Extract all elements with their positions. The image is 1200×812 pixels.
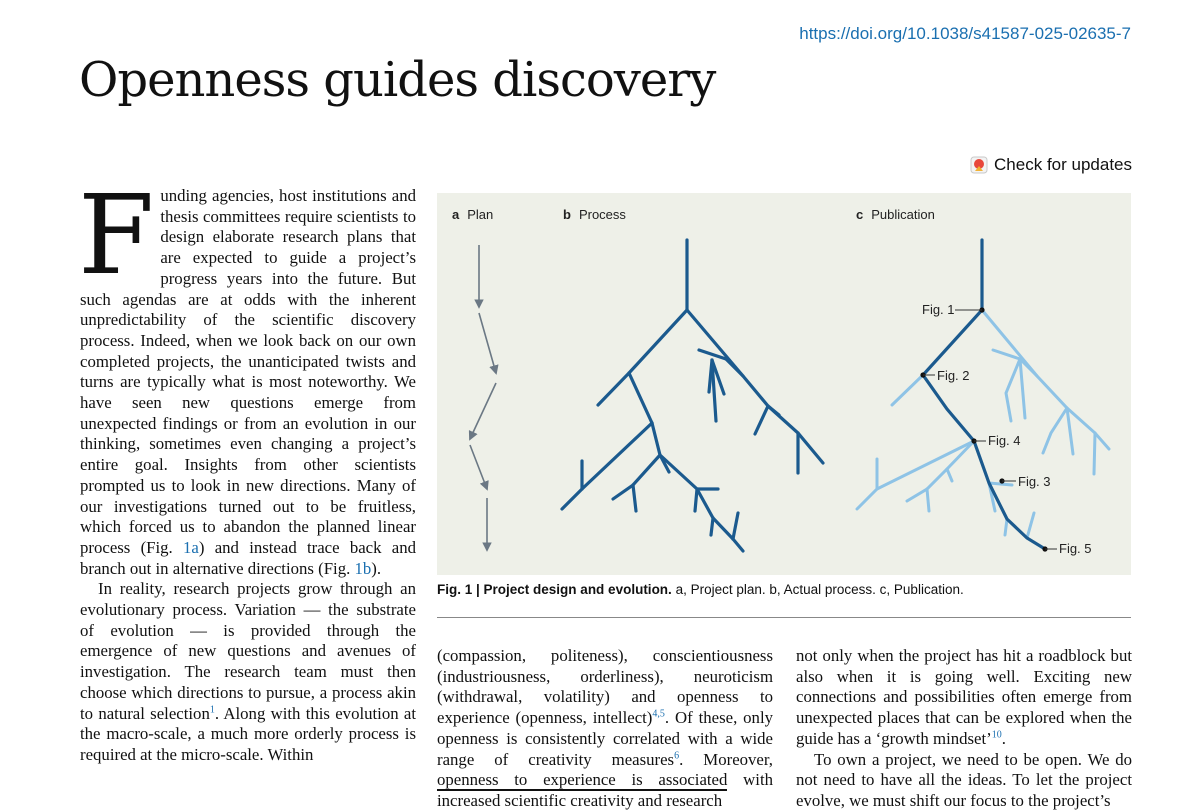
plan-arrow-3 (470, 383, 496, 439)
annotation-fig-3: Fig. 3 (1018, 474, 1051, 489)
paragraph-2 (80, 579, 416, 765)
publication-tree-light (857, 310, 1109, 538)
right-column (796, 646, 1132, 812)
fig-ref-1a[interactable]: 1a (183, 537, 199, 557)
citation-1[interactable]: 1 (209, 703, 215, 715)
plan-arrows (470, 245, 496, 550)
panel-b-label: b Process (563, 207, 626, 222)
mid-text-2: . Of these, only openness is consistently correlated with a wide range of creativity measures (437, 708, 774, 769)
paragraph-1 (78, 171, 416, 579)
doi-link[interactable]: https://doi.org/10.1038/s41587-025-02635-7 (799, 24, 1131, 43)
fig-ref-1b[interactable]: 1b (354, 558, 372, 578)
check-for-updates-button[interactable] (970, 155, 1132, 175)
right-text-1b: . (1001, 728, 1006, 748)
figure-caption (437, 582, 1131, 597)
check-updates-icon (970, 156, 988, 174)
middle-column (437, 646, 773, 812)
p2-text-b: . Along with this evolution at the macro-scale, a much more orderly process is required at the micro-scale. Within (80, 703, 417, 764)
p2-text-a: In reality, research projects grow through an evolutionary process. Variation — the substrate of evolution — is provided through the emergence of new questions and avenues of investigation. The research team must then choose which directions to pursue, a process akin to natural selection (80, 579, 416, 723)
panel-a-label: a Plan (452, 207, 494, 222)
annotation-fig-2: Fig. 2 (937, 368, 970, 383)
citation-6[interactable]: 6 (674, 749, 680, 761)
p1-text-a: unding agencies, host institutions and thesis committees require scientists to design elaborate research plans that are expected to guide a project’s progress years into the future. But such agendas are at odds with the inherent unpredictability of the scientific discovery process. Indeed, when we look back on our own completed projects, the unanticipated twists and turns are typically what is most noteworthy. We have seen new questions emerge from unexpected findings or from an evolution in our thinking, sometimes even changing a project’s entire goal. Insights from other scientists prompted us to look in new directions. Many of our investigations turned out to be fruitless, which forced us to abandon the planned linear process (Fig. (80, 186, 416, 557)
figure-divider (437, 617, 1131, 618)
annotation-fig-5: Fig. 5 (1059, 541, 1092, 556)
right-text-1a: not only when the project has hit a roadblock but also when it is going well. Exciting new connections and possibilities often emerge from unexpected places that can be explored when the guide has a ‘growth mindset’ (796, 646, 1132, 748)
caption-label: Fig. 1 | Project design and evolution. (437, 582, 672, 597)
process-tree (562, 240, 823, 551)
annotation-leaders (923, 310, 1057, 549)
mid-text-1: (compassion, politeness), conscientiousness (industriousness, orderliness), neuroticism (withdrawal, volatility) and openness to experience (openness, intellect) (437, 646, 773, 728)
article-title: Openness guides discovery (79, 52, 716, 108)
plan-arrow-4 (470, 445, 487, 489)
check-updates-label: Check for updates (994, 155, 1132, 174)
citation-4-5[interactable]: 4,5 (652, 708, 665, 720)
citation-10[interactable]: 10 (991, 729, 1002, 741)
p1-text-b: ) and instead trace back and branch out in alternative directions (Fig. (80, 537, 416, 578)
caption-text: a, Project plan. b, Actual process. c, Publication. (671, 582, 964, 597)
figure-1-diagram (437, 193, 1131, 575)
annotation-fig-1: Fig. 1 (922, 302, 955, 317)
publication-path-dark (923, 240, 1045, 549)
annotation-dots (920, 307, 1047, 551)
dropcap: F (78, 171, 155, 299)
panel-c-label: c Publication (856, 207, 935, 222)
left-column (78, 171, 417, 766)
right-paragraph-1 (796, 646, 1132, 750)
right-paragraph-2: To own a project, we need to be open. We do not need to have all the ideas. To let the project evolve, we must shift our focus to the project’s (796, 749, 1132, 810)
p1-text-c: ). (371, 558, 382, 578)
mid-text-3: . Moreover, (679, 749, 773, 769)
figure-1 (437, 193, 1131, 575)
mid-paragraph (437, 646, 773, 812)
plan-arrow-2 (479, 313, 496, 373)
annotation-fig-4: Fig. 4 (988, 433, 1021, 448)
underlined-phrase: openness to experience is associated (437, 770, 728, 790)
mid-text-4: with increased scientific creativity and research (437, 770, 773, 810)
